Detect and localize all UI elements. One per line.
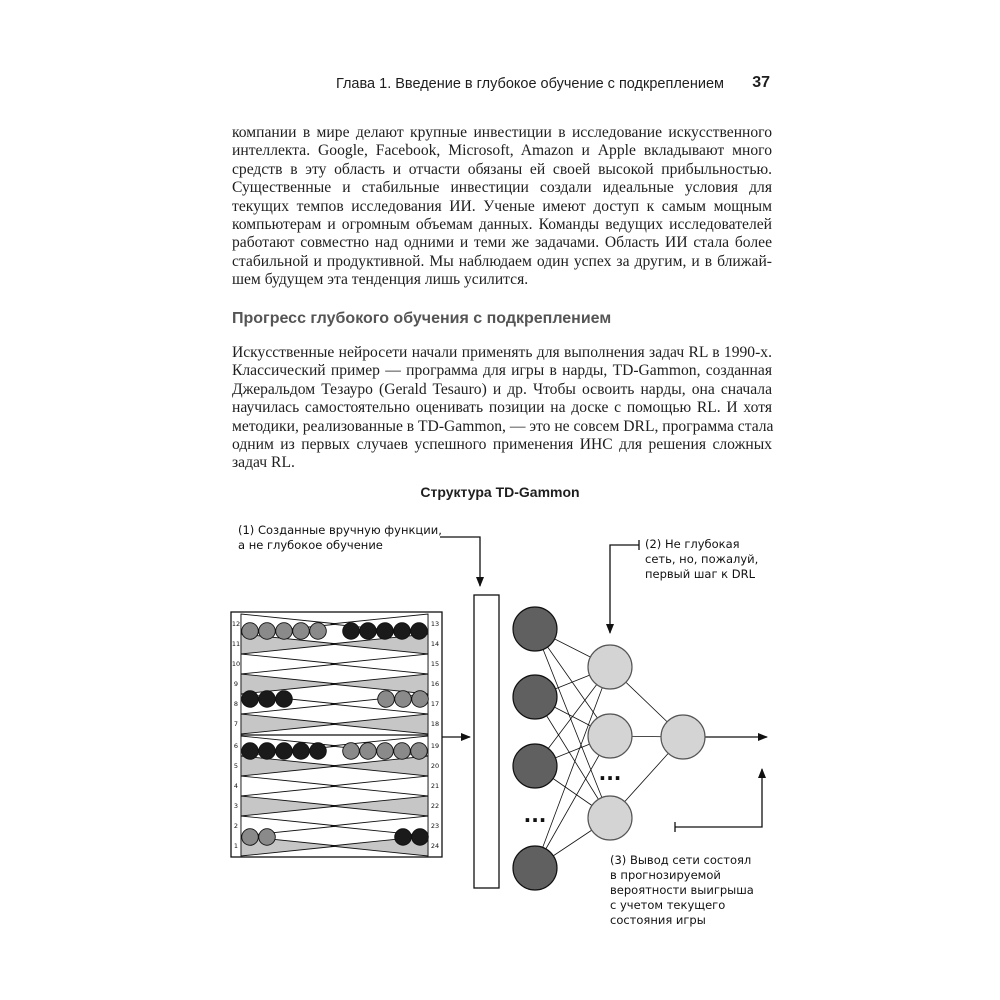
checker	[378, 691, 395, 708]
board-point-number: 21	[430, 782, 440, 790]
text-line: компьютерам и огромным объемам данных. Команды ведущих исследователей	[232, 216, 772, 234]
checker	[412, 829, 429, 846]
callout-line: (1) Созданные вручную функции,	[238, 523, 442, 537]
callout2-leader	[610, 545, 639, 633]
callout-line: первый шаг к DRL	[645, 567, 756, 581]
text-line: работают совместно над одними и теми же задачами. Область ИИ стала более	[232, 234, 772, 252]
input-node	[513, 744, 557, 788]
callout-line: (2) Не глубокая	[645, 537, 740, 551]
board-point-number: 14	[430, 640, 440, 648]
chapter-title: Глава 1. Введение в глубокое обучение с подкреплением	[335, 76, 724, 92]
board-point-number: 6	[233, 742, 239, 750]
checker	[276, 691, 293, 708]
checker	[242, 623, 259, 640]
checker	[310, 623, 327, 640]
board-point-number: 17	[430, 700, 440, 708]
input-node	[513, 607, 557, 651]
board-point-number: 15	[430, 660, 440, 668]
text-line: стабильной и продуктивной. Мы наблюдаем один успех за другим, и в ближай-	[232, 252, 772, 270]
text-line: интеллекта. Google, Facebook, Microsoft, Amazon и Apple вкладывают много	[232, 142, 772, 160]
checker	[259, 743, 276, 760]
text-line: Существенные и стабильные инвестиции создали идеальные условия для	[232, 179, 772, 197]
checker	[310, 743, 327, 760]
checker	[276, 743, 293, 760]
board-point-number: 2	[233, 822, 239, 830]
section-heading: Прогресс глубокого обучения с подкреплением	[232, 310, 612, 327]
callout-line: с учетом текущего	[610, 898, 726, 912]
board-point-number: 12	[231, 620, 241, 628]
checker	[242, 743, 259, 760]
checker	[259, 691, 276, 708]
output-node	[661, 715, 705, 759]
input-layer-ellipsis: ...	[523, 803, 547, 827]
board-point-number: 22	[430, 802, 440, 810]
backgammon-board	[231, 612, 442, 857]
checker	[395, 691, 412, 708]
text-line: компании в мире делают крупные инвестиции в исследование искусственного	[232, 124, 772, 141]
text-line: шем будущем эта тенденция лишь усилится.	[232, 271, 529, 289]
checker	[412, 691, 429, 708]
checker	[343, 743, 360, 760]
board-point-number: 8	[233, 700, 239, 708]
checker	[343, 623, 360, 640]
checker	[377, 623, 394, 640]
input-node	[513, 846, 557, 890]
checker	[259, 829, 276, 846]
hidden-node	[588, 714, 632, 758]
callout-line: вероятности выигрыша	[610, 883, 754, 897]
checker	[360, 623, 377, 640]
checker	[293, 743, 310, 760]
callout1-leader	[440, 537, 480, 586]
hidden-layer-ellipsis: ...	[598, 761, 622, 785]
board-point-number: 3	[233, 802, 239, 810]
board-point-number: 1	[233, 842, 239, 850]
text-line: средств в эту область и отчасти обязаны ей своей высокой прибыльностью.	[232, 160, 772, 178]
board-point-number: 5	[233, 762, 239, 770]
checker	[242, 829, 259, 846]
board-point-number: 24	[430, 842, 440, 850]
feature-vector-box	[474, 595, 499, 888]
hidden-node	[588, 796, 632, 840]
board-point-number: 10	[231, 660, 241, 668]
checker	[259, 623, 276, 640]
board-point-number: 4	[233, 782, 239, 790]
text-line: Классический пример — программа для игры в нарды, TD-Gammon, созданная	[232, 362, 772, 380]
board-point-number: 20	[430, 762, 440, 770]
board-point-number: 9	[233, 680, 239, 688]
network-nodes	[513, 607, 705, 890]
checker	[394, 623, 411, 640]
checker	[377, 743, 394, 760]
text-line: задач RL.	[232, 454, 295, 472]
callout-line: состояния игры	[610, 913, 706, 927]
callout-line: (3) Вывод сети состоял	[610, 853, 752, 867]
hidden-node	[588, 645, 632, 689]
checker	[411, 623, 428, 640]
board-point-number: 13	[430, 620, 440, 628]
text-line: текущих темпов исследования ИИ. Ученые имеют доступ к самым мощным	[232, 197, 772, 215]
input-node	[513, 675, 557, 719]
figure-title: Структура TD-Gammon	[420, 484, 580, 500]
text-line: научилась самостоятельно оценивать позиции на доске с помощью RL. И хотя	[232, 399, 772, 417]
board-point-number: 19	[430, 742, 440, 750]
checker	[293, 623, 310, 640]
board-point-number: 18	[430, 720, 440, 728]
checker	[394, 743, 411, 760]
callout-line: в прогнозируемой	[610, 868, 721, 882]
callout-line: сеть, но, пожалуй,	[645, 552, 759, 566]
text-line: одним из первых случаев успешного применения ИНС для решения сложных	[232, 436, 772, 454]
checker	[395, 829, 412, 846]
callout-line: а не глубокое обучение	[238, 538, 383, 552]
callout3-leader	[675, 769, 762, 827]
text-line: Джеральдом Тезауро (Gerald Tesauro) и др. Чтобы освоить нарды, она сначала	[232, 380, 772, 398]
board-point-number: 7	[233, 720, 239, 728]
text-line: Искусственные нейросети начали применять для выполнения задач RL в 1990-х.	[232, 344, 772, 361]
board-point-number: 16	[430, 680, 440, 688]
checker	[276, 623, 293, 640]
checker	[411, 743, 428, 760]
board-point-number: 11	[231, 640, 241, 648]
text-line: методики, реализованные в TD-Gammon, — это не совсем DRL, программа стала	[232, 417, 774, 435]
board-point-number: 23	[430, 822, 440, 830]
page-number: 37	[752, 74, 770, 91]
checker	[360, 743, 377, 760]
checker	[242, 691, 259, 708]
